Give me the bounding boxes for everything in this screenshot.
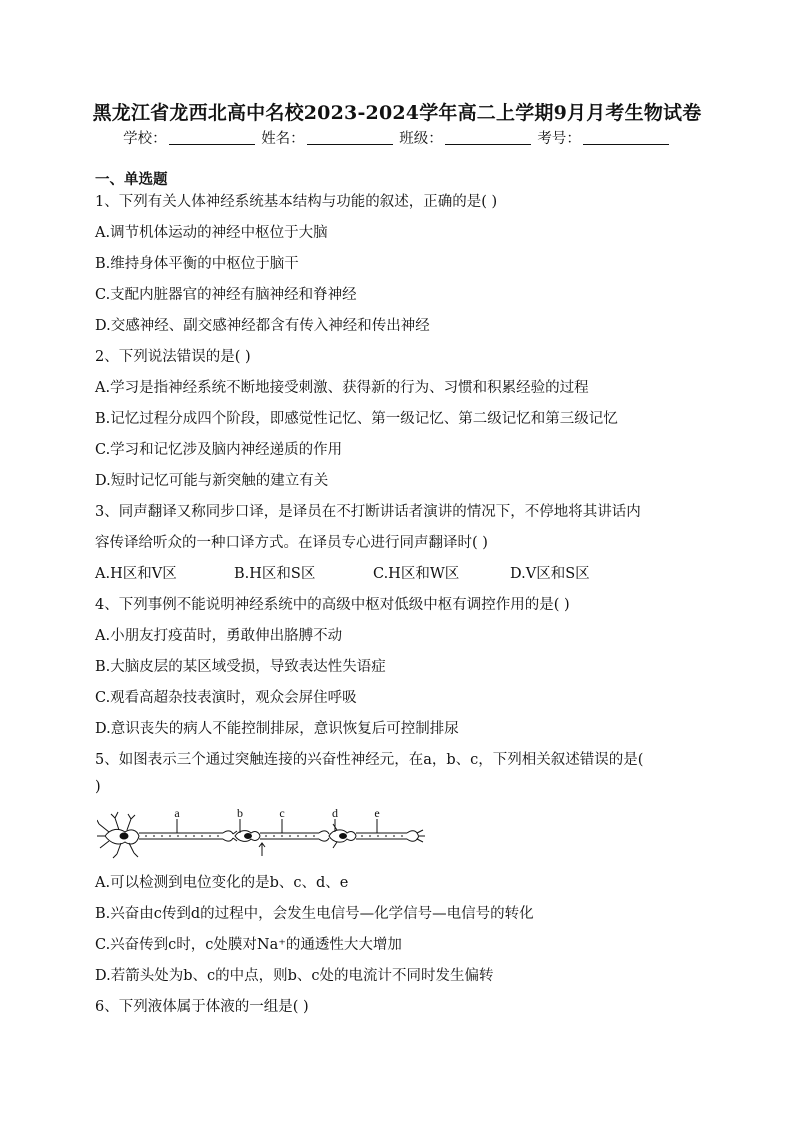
stimulus-arrow-icon <box>259 843 265 856</box>
label-d: d <box>332 806 338 820</box>
label-a: a <box>174 806 180 820</box>
label-c: c <box>279 806 285 820</box>
question-2-option-a: A.学习是指神经系统不断地接受刺激、获得新的行为、习惯和积累经验的过程 <box>95 380 589 396</box>
question-3-stem-line-2: 容传译给听众的一种口译方式。在译员专心进行同声翻译时( ) <box>95 535 488 551</box>
question-4-option-a: A.小朋友打疫苗时，勇敢伸出胳膊不动 <box>95 628 343 644</box>
question-1-stem: 1、下列有关人体神经系统基本结构与功能的叙述，正确的是( ) <box>95 194 498 210</box>
question-2-option-c: C.学习和记忆涉及脑内神经递质的作用 <box>95 442 343 458</box>
question-3-option-b: B.H区和S区 <box>234 566 316 582</box>
question-5-option-d: D.若箭头处为b、c的中点，则b、c处的电流计不同时发生偏转 <box>95 968 494 984</box>
school-blank[interactable] <box>169 130 255 145</box>
question-5-option-b: B.兴奋由c传到d的过程中，会发生电信号—化学信号—电信号的转化 <box>95 906 534 922</box>
label-e: e <box>374 806 380 820</box>
question-5-stem-line-1: 5、如图表示三个通过突触连接的兴奋性神经元，在a，b、c，下列相关叙述错误的是( <box>95 752 644 768</box>
student-info-row <box>0 127 794 148</box>
exam-number-blank[interactable] <box>583 130 669 145</box>
exam-number-label: 考号： <box>537 131 581 147</box>
question-2-option-d: D.短时记忆可能与新突触的建立有关 <box>95 473 329 489</box>
question-4-option-d: D.意识丧失的病人不能控制排尿，意识恢复后可控制排尿 <box>95 721 459 737</box>
question-3-option-d: D.V区和S区 <box>510 566 590 582</box>
neuron-3-axon <box>356 830 425 842</box>
question-3-option-a: A.H区和V区 <box>95 566 177 582</box>
name-blank[interactable] <box>307 130 393 145</box>
question-1-option-a: A.调节机体运动的神经中枢位于大脑 <box>95 225 328 241</box>
question-6-stem: 6、下列液体属于体液的一组是( ) <box>95 999 309 1015</box>
question-3-option-c: C.H区和W区 <box>373 566 460 582</box>
question-4-option-c: C.观看高超杂技表演时，观众会屏住呼吸 <box>95 690 357 706</box>
question-1-option-b: B.维持身体平衡的中枢位于脑干 <box>95 256 299 272</box>
class-label: 班级： <box>399 131 443 147</box>
question-2-stem: 2、下列说法错误的是( ) <box>95 349 251 365</box>
question-1-option-d: D.交感神经、副交感神经都含有传入神经和传出神经 <box>95 318 430 334</box>
exam-title: 黑龙江省龙西北高中名校2023-2024学年高二上学期9月月考生物试卷 <box>92 102 702 124</box>
neuron-diagram <box>97 806 427 860</box>
label-b: b <box>237 806 243 820</box>
neuron-3-body <box>329 824 356 848</box>
question-5-option-c: C.兴奋传到c时，c处膜对Na⁺的通透性大大增加 <box>95 937 402 953</box>
class-blank[interactable] <box>445 130 531 145</box>
neuron-2-axon <box>260 831 329 841</box>
question-4-stem: 4、下列事例不能说明神经系统中的高级中枢对低级中枢有调控作用的是( ) <box>95 597 570 613</box>
question-5-option-a: A.可以检测到电位变化的是b、c、d、e <box>95 875 349 891</box>
question-4-option-b: B.大脑皮层的某区域受损，导致表达性失语症 <box>95 659 386 675</box>
neuron-1-body <box>97 812 139 858</box>
section-title: 一、单选题 <box>95 171 168 188</box>
name-label: 姓名： <box>261 131 305 147</box>
question-5-stem-line-2: ) <box>95 779 101 795</box>
question-1-option-c: C.支配内脏器官的神经有脑神经和脊神经 <box>95 287 357 303</box>
question-3-stem-line-1: 3、同声翻译又称同步口译，是译员在不打断讲话者演讲的情况下，不停地将其讲话内 <box>95 504 641 520</box>
school-label: 学校： <box>123 131 167 147</box>
neuron-2-body <box>235 831 260 842</box>
question-2-option-b: B.记忆过程分成四个阶段，即感觉性记忆、第一级记忆、第二级记忆和第三级记忆 <box>95 411 618 427</box>
